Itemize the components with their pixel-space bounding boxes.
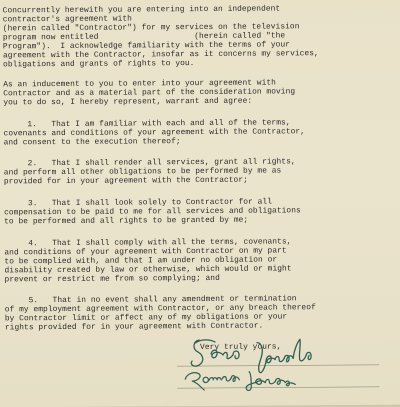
clause-4-line: prevent or restrict me from so complying; and: [4, 273, 220, 285]
clause-5-line: by Contractor limit or affect any of my obligations or your: [4, 312, 288, 324]
text-line: Concurrently herewith you are entering into an independent: [2, 4, 281, 16]
clause-4-line: disability created by law or otherwise, which would or might: [4, 264, 292, 276]
text-line: (herein called "Contractor") for my services on the television: [2, 22, 300, 34]
clause-2-line: 2. That I shall render all services, grant all rights,: [3, 157, 296, 169]
clause-5-line: rights provided for in your agreement with Contractor.: [4, 321, 264, 333]
clause-1-line: 1. That I am familiar with each and all of the terms,: [3, 118, 291, 130]
clause-2-line: provided for in your agreement with the Contractor;: [3, 175, 248, 187]
signature-1: [191, 339, 311, 373]
clause-3-line: compensation to be paid to me for all services and obligations: [4, 206, 301, 218]
signature-block: [165, 327, 400, 404]
text-line: obligations and grants of rights to you.: [3, 59, 195, 70]
clause-4-line: to be complied with, and that I am under no obligation or: [4, 255, 278, 267]
text-line: program now entitled (herein called "the: [2, 31, 286, 43]
clause-3-line: to be performed and all rights to be granted by me;: [4, 215, 249, 227]
text-line: As an inducement to you to enter into your agreement with: [3, 78, 276, 90]
closing-salutation: Very truly yours,: [199, 342, 282, 353]
clause-1-line: and consent to the execution thereof;: [3, 137, 181, 148]
text-line: Contractor and as a material part of the consideration moving: [3, 87, 296, 99]
clause-4-line: and conditions of your agreement with Contractor on my part: [4, 246, 287, 258]
clause-3-line: 3. That I shall look solely to Contractor for all: [3, 197, 273, 209]
clause-4-line: 4. That I shall comply with all the terms, covenants,: [4, 237, 292, 249]
text-line: you to do so, I hereby represent, warrant and agree:: [3, 96, 253, 108]
text-line: contractor's agreement with: [2, 14, 132, 25]
text-line: Program"). I acknowledge familiarity with the terms of your: [2, 40, 291, 52]
handwritten-signatures: [165, 327, 400, 404]
clause-5-line: 5. That in no event shall any amendment or termination: [4, 294, 297, 306]
clause-2-line: and perform all other obligations to be performed by me as: [3, 166, 282, 178]
text-line: agreement with the Contractor, insofar as it concerns my services,: [2, 49, 319, 61]
clause-5-line: of my employment agreement with Contractor, or any breach thereof: [4, 303, 316, 315]
clause-1-line: covenants and conditions of your agreement with the Contractor,: [3, 127, 306, 139]
